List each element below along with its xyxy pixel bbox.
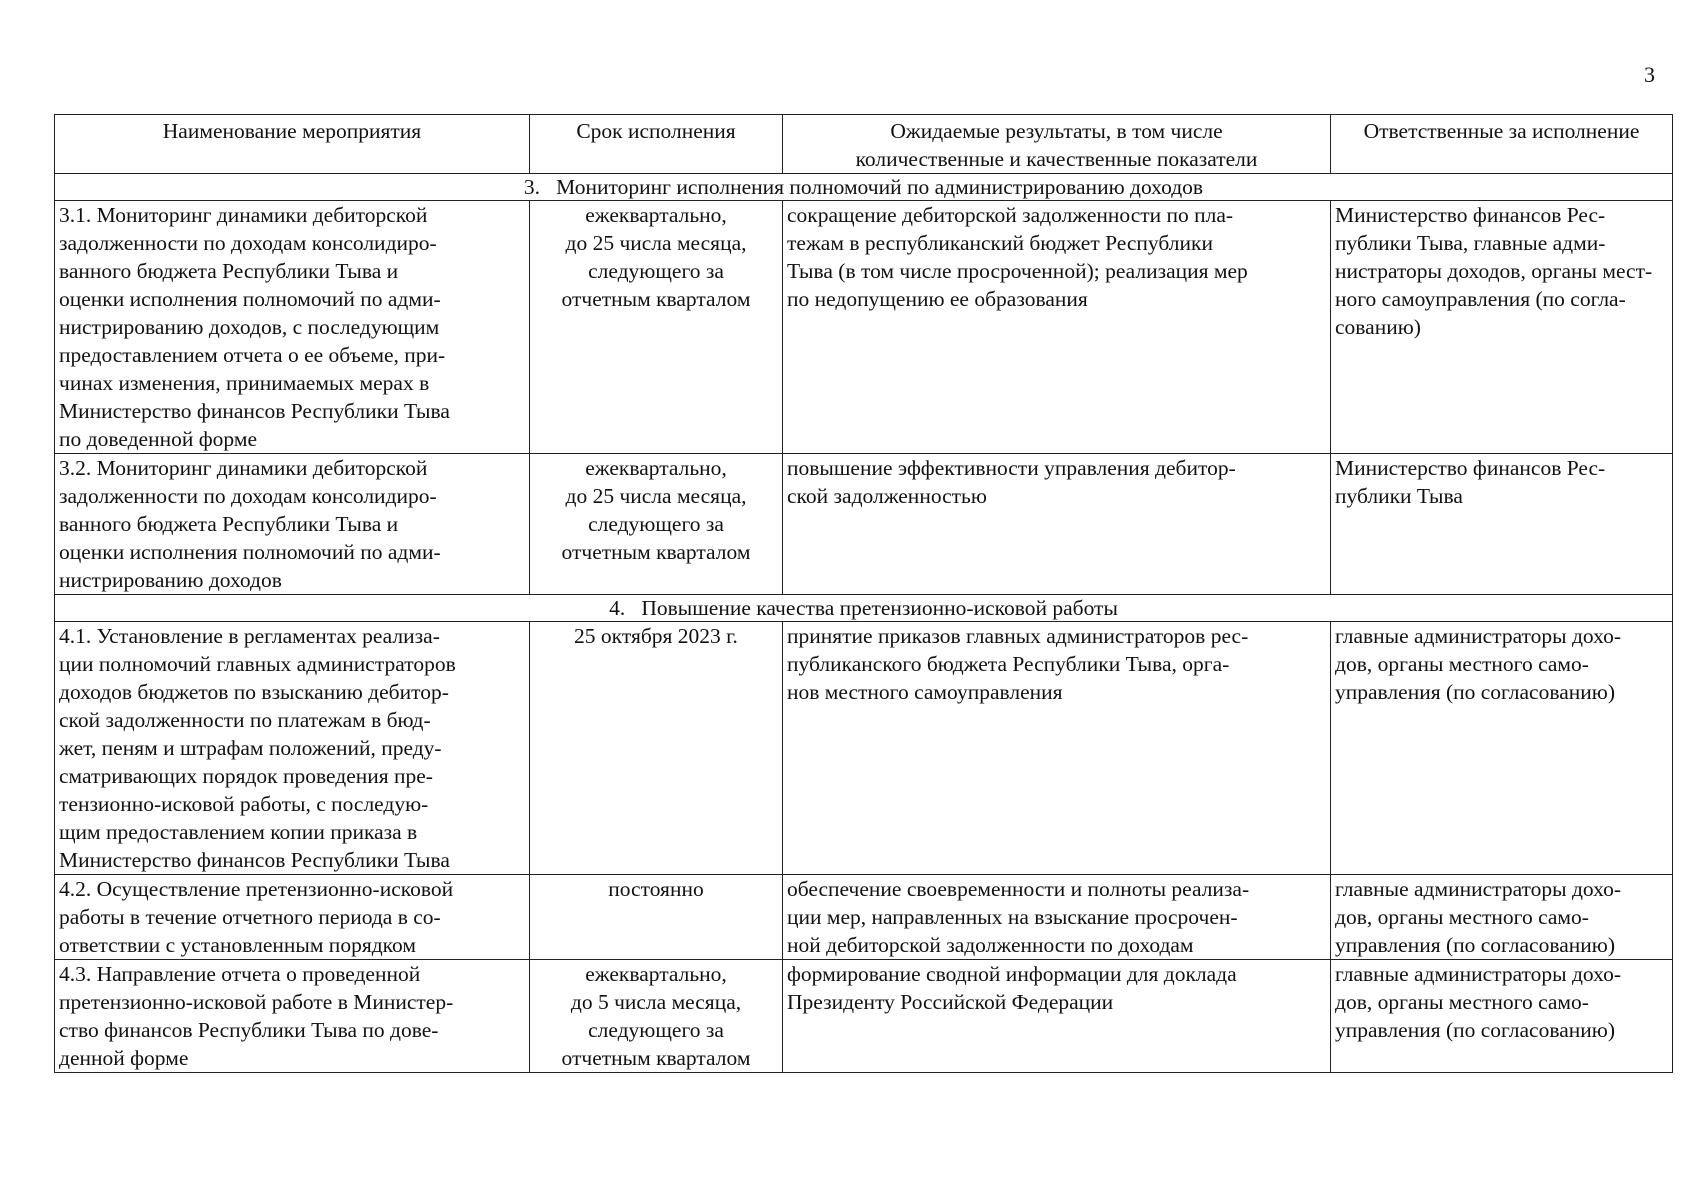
table-row [55, 875, 1673, 960]
measure-term: ежеквартально, до 25 числа месяца, следующего за отчетным кварталом [530, 454, 783, 595]
table-row [55, 622, 1673, 875]
measure-results: принятие приказов главных администраторов рес- публиканского бюджета Республики Тыва, орга- нов местного самоуправления [783, 622, 1331, 875]
measure-responsible: Министерство финансов Рес- публики Тыва, главные адми- нистраторы доходов, органы мест- ного самоуправления (по согла- сованию) [1331, 201, 1673, 454]
measure-responsible: главные администраторы дохо- дов, органы местного само- управления (по согласованию) [1331, 960, 1673, 1073]
measure-name: 3.1. Мониторинг динамики дебиторской задолженности по доходам консолидиро- ванного бюджета Республики Тыва и оценки исполнения полномочий по адми- нистрированию доходов, с последующим предоставлением отчета о ее объеме, при- чинах изменения, принимаемых мерах в Министерство финансов Республики Тыва по доведенной форме [55, 201, 530, 454]
measure-results: повышение эффективности управления дебитор- ской задолженностью [783, 454, 1331, 595]
measure-term: постоянно [530, 875, 783, 960]
measures-table [54, 114, 1673, 1073]
measure-results: обеспечение своевременности и полноты реализа- ции мер, направленных на взыскание просрочен- ной дебиторской задолженности по доходам [783, 875, 1331, 960]
measure-term: ежеквартально, до 5 числа месяца, следующего за отчетным кварталом [530, 960, 783, 1073]
measure-term: 25 октября 2023 г. [530, 622, 783, 875]
measure-responsible: главные администраторы дохо- дов, органы местного само- управления (по согласованию) [1331, 622, 1673, 875]
header-term: Срок исполнения [530, 115, 783, 174]
section-title: 3. Мониторинг исполнения полномочий по администрированию доходов [55, 174, 1673, 201]
measure-results: сокращение дебиторской задолженности по пла- тежам в республиканский бюджет Республики Тыва (в том числе просроченной); реализация мер по недопущению ее образования [783, 201, 1331, 454]
measure-name: 4.1. Установление в регламентах реализа- ции полномочий главных администраторов доходов бюджетов по взысканию дебитор- ской задолженности по платежам в бюд- жет, пеням и штрафам положений, преду- сматривающих порядок проведения пре- тензионно-исковой работы, с последую- щим предоставлением копии приказа в Министерство финансов Республики Тыва [55, 622, 530, 875]
header-name: Наименование мероприятия [55, 115, 530, 174]
table-row [55, 201, 1673, 454]
measure-name: 3.2. Мониторинг динамики дебиторской задолженности по доходам консолидиро- ванного бюджета Республики Тыва и оценки исполнения полномочий по адми- нистрированию доходов [55, 454, 530, 595]
table-header-row [55, 115, 1673, 174]
table-row [55, 960, 1673, 1073]
table-row [55, 454, 1673, 595]
measure-results: формирование сводной информации для доклада Президенту Российской Федерации [783, 960, 1331, 1073]
measure-name: 4.3. Направление отчета о проведенной претензионно-исковой работе в Министер- ство финансов Республики Тыва по дове- денной форме [55, 960, 530, 1073]
measure-name: 4.2. Осуществление претензионно-исковой работы в течение отчетного периода в со- ответствии с установленным порядком [55, 875, 530, 960]
section-row [55, 595, 1673, 622]
header-responsible: Ответственные за исполнение [1331, 115, 1673, 174]
section-title: 4. Повышение качества претензионно-исковой работы [55, 595, 1673, 622]
measure-term: ежеквартально, до 25 числа месяца, следующего за отчетным кварталом [530, 201, 783, 454]
page-number: 3 [1644, 62, 1655, 87]
measure-responsible: Министерство финансов Рес- публики Тыва [1331, 454, 1673, 595]
section-row [55, 174, 1673, 201]
measure-responsible: главные администраторы дохо- дов, органы местного само- управления (по согласованию) [1331, 875, 1673, 960]
header-results: Ожидаемые результаты, в том числе количественные и качественные показатели [783, 115, 1331, 174]
